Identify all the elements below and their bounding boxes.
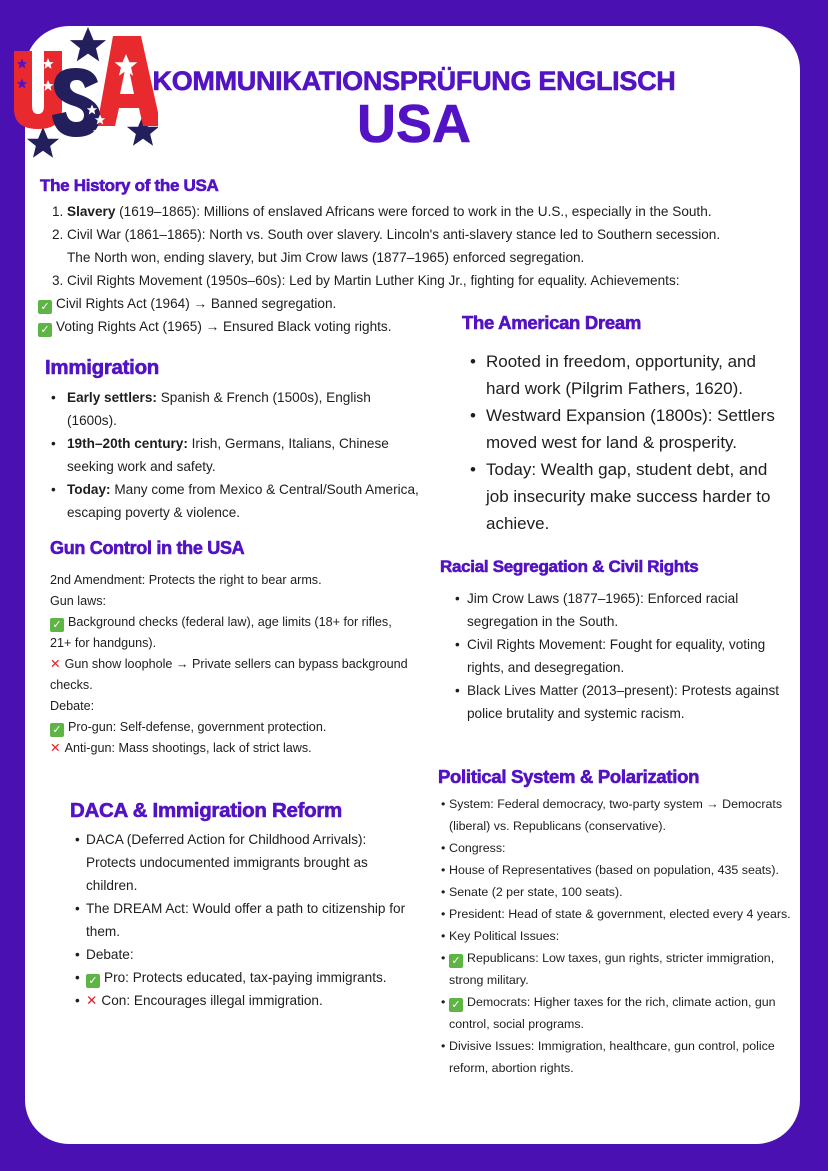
item-number: 2. bbox=[52, 227, 64, 242]
page-title: KOMMUNIKATIONSPRÜFUNG ENGLISCH bbox=[152, 66, 676, 96]
item-bold: 19th–20th century: bbox=[67, 436, 188, 451]
list-item: • Jim Crow Laws (1877–1965): Enforced racial segregation in the South. bbox=[455, 587, 795, 633]
list-item bbox=[51, 386, 421, 432]
gun-pro bbox=[50, 717, 410, 738]
item-text: Democrats: Higher taxes for the rich, climate action, gun control, social programs. bbox=[449, 995, 776, 1031]
check-icon: ✓ bbox=[50, 618, 64, 632]
racial-list bbox=[455, 587, 795, 725]
list-item bbox=[441, 947, 791, 991]
item-bold: Today: bbox=[67, 482, 111, 497]
political-heading: Political System & Polarization bbox=[438, 766, 700, 787]
item-text: Anti-gun: Mass shootings, lack of strict laws. bbox=[64, 741, 312, 755]
gun-con bbox=[50, 738, 410, 759]
item-number: 1. bbox=[52, 204, 64, 219]
political-list bbox=[441, 793, 791, 1079]
history-section bbox=[40, 200, 802, 338]
item-bold: Slavery bbox=[67, 204, 116, 219]
list-item: • House of Representatives (based on population, 435 seats). bbox=[441, 859, 791, 881]
item-text: Irish, Germans, Italians, Chinese seeking work and safety. bbox=[67, 436, 389, 474]
achievement bbox=[38, 292, 438, 315]
check-icon: ✓ bbox=[449, 998, 463, 1012]
achievement-text: Civil Rights Act (1964) → Banned segregation. bbox=[56, 296, 337, 311]
item-text: Many come from Mexico & Central/South America, escaping poverty & violence. bbox=[67, 482, 419, 520]
item-text: Background checks (federal law), age limits (18+ for rifles, 21+ for handguns). bbox=[50, 615, 392, 650]
item-text: Civil War (1861–1865): North vs. South over slavery. Lincoln's anti-slavery stance led to Southern secession. bbox=[67, 227, 721, 242]
list-item bbox=[75, 966, 415, 989]
list-item: • Senate (2 per state, 100 seats). bbox=[441, 881, 791, 903]
gun-law-pro bbox=[50, 612, 410, 654]
gun-amendment: 2nd Amendment: Protects the right to bear arms. bbox=[50, 573, 322, 587]
item-text: Civil Rights Movement (1950s–60s): Led by Martin Luther King Jr., fighting for equality. Achievements: bbox=[67, 273, 680, 288]
list-item: • Today: Wealth gap, student debt, and job insecurity make success harder to achieve. bbox=[470, 456, 790, 537]
item-text: (1619–1865): Millions of enslaved Africans were forced to work in the U.S., especially in the South. bbox=[115, 204, 712, 219]
cross-icon: ✕ bbox=[50, 741, 61, 755]
item-bold: Early settlers: bbox=[67, 390, 157, 405]
item-number: 3. bbox=[52, 273, 64, 288]
history-item bbox=[52, 223, 802, 246]
check-icon: ✓ bbox=[86, 974, 100, 988]
daca-list bbox=[75, 828, 415, 1012]
list-item: • Westward Expansion (1800s): Settlers moved west for land & prosperity. bbox=[470, 402, 790, 456]
gun-heading: Gun Control in the USA bbox=[50, 538, 245, 558]
list-item: • Key Political Issues: bbox=[441, 925, 791, 947]
list-item bbox=[51, 478, 421, 524]
achievement-text: Voting Rights Act (1965) → Ensured Black voting rights. bbox=[56, 319, 392, 334]
list-item: • Civil Rights Movement: Fought for equality, voting rights, and desegregation. bbox=[455, 633, 795, 679]
immigration-heading: Immigration bbox=[45, 356, 160, 379]
history-item bbox=[52, 200, 802, 223]
list-item: • President: Head of state & government, elected every 4 years. bbox=[441, 903, 791, 925]
list-item: • Divisive Issues: Immigration, healthcare, gun control, police reform, abortion rights. bbox=[441, 1035, 791, 1079]
page-subtitle: USA bbox=[356, 94, 471, 154]
immigration-list bbox=[51, 386, 421, 524]
list-item bbox=[441, 991, 791, 1035]
list-item: • The DREAM Act: Would offer a path to citizenship for them. bbox=[75, 897, 415, 943]
history-item bbox=[52, 269, 802, 292]
check-icon: ✓ bbox=[50, 723, 64, 737]
dream-list bbox=[470, 348, 790, 537]
list-item: • Rooted in freedom, opportunity, and hard work (Pilgrim Fathers, 1620). bbox=[470, 348, 790, 402]
list-item: • System: Federal democracy, two-party system → Democrats (liberal) vs. Republicans (conservative). bbox=[441, 793, 791, 837]
dream-heading: The American Dream bbox=[462, 312, 641, 333]
item-text: Spanish & French (1500s), English (1600s). bbox=[67, 390, 371, 428]
item-text: Pro-gun: Self-defense, government protection. bbox=[68, 720, 327, 734]
list-item bbox=[75, 989, 415, 1012]
item-text: Republicans: Low taxes, gun rights, stricter immigration, strong military. bbox=[449, 951, 775, 987]
list-item: • Black Lives Matter (2013–present): Protests against police brutality and systemic racism. bbox=[455, 679, 795, 725]
check-icon: ✓ bbox=[449, 954, 463, 968]
history-item-cont: The North won, ending slavery, but Jim Crow laws (1877–1965) enforced segregation. bbox=[67, 250, 585, 265]
list-item: • DACA (Deferred Action for Childhood Arrivals): Protects undocumented immigrants brought as children. bbox=[75, 828, 415, 897]
cross-icon: ✕ bbox=[50, 657, 61, 671]
check-icon: ✓ bbox=[38, 323, 52, 337]
list-item: • Debate: bbox=[75, 943, 415, 966]
gun-law-con bbox=[50, 654, 410, 696]
gun-section bbox=[50, 570, 410, 759]
gun-debate-label: Debate: bbox=[50, 699, 95, 713]
cross-icon: ✕ bbox=[86, 993, 98, 1008]
achievement bbox=[38, 315, 438, 338]
history-heading: The History of the USA bbox=[40, 176, 219, 195]
item-text: Con: Encourages illegal immigration. bbox=[101, 993, 323, 1008]
list-item: • Congress: bbox=[441, 837, 791, 859]
racial-heading: Racial Segregation & Civil Rights bbox=[440, 557, 699, 576]
gun-laws-label: Gun laws: bbox=[50, 594, 106, 608]
item-text: Gun show loophole → Private sellers can bypass background checks. bbox=[50, 657, 408, 692]
daca-heading: DACA & Immigration Reform bbox=[70, 799, 342, 822]
list-item bbox=[51, 432, 421, 478]
item-text: Pro: Protects educated, tax-paying immigrants. bbox=[104, 970, 387, 985]
check-icon: ✓ bbox=[38, 300, 52, 314]
